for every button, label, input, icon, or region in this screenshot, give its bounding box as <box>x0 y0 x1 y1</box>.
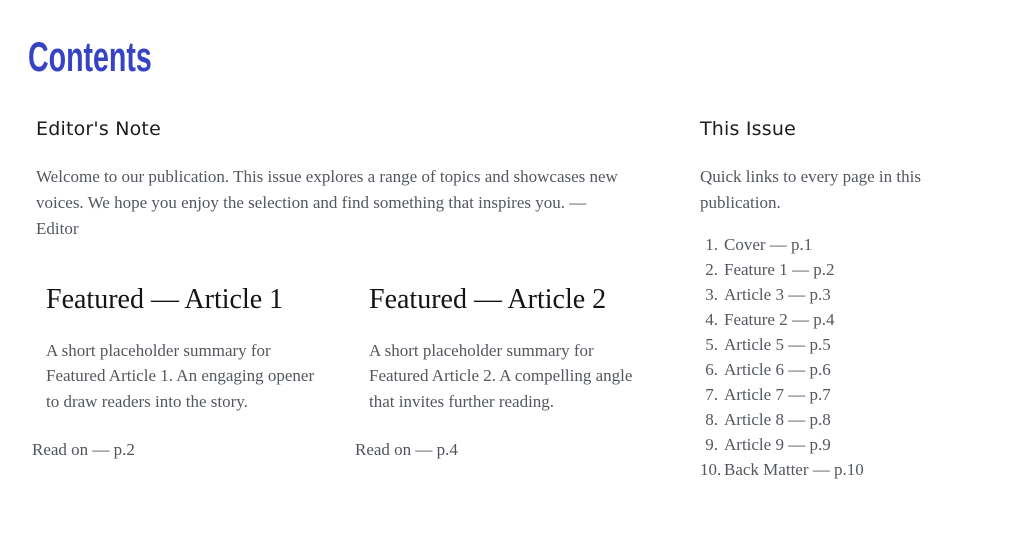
issue-link-label: Article 3 — p.3 <box>724 284 831 304</box>
editor-note-section <box>32 118 664 242</box>
page-title: Contents <box>28 33 152 80</box>
this-issue-section <box>700 118 952 482</box>
issue-link-label: Article 9 — p.9 <box>724 434 831 454</box>
issue-link-number: 9. <box>705 434 718 454</box>
issue-link-label: Back Matter — p.10 <box>724 459 864 479</box>
issue-link-number: 3. <box>705 284 718 304</box>
issue-link-label: Cover — p.1 <box>724 234 813 254</box>
issue-link-number: 4. <box>705 309 718 329</box>
issue-link-number: 2. <box>705 259 718 279</box>
issue-link-article-9[interactable] <box>700 432 952 457</box>
main-content <box>0 118 1024 482</box>
issue-links-list <box>700 232 952 482</box>
featured-article-2-title: Featured — Article 2 <box>369 283 607 315</box>
issue-link-article-3[interactable] <box>700 282 952 307</box>
issue-link-label: Feature 2 — p.4 <box>724 309 835 329</box>
issue-link-back-matter[interactable] <box>700 457 952 482</box>
featured-article-1-card <box>32 284 339 461</box>
editor-note-heading: Editor's Note <box>36 118 161 140</box>
this-issue-intro: Quick links to every page in this publication. <box>700 166 921 212</box>
issue-link-number: 7. <box>705 384 718 404</box>
issue-link-cover[interactable] <box>700 232 952 257</box>
featured-article-2-card <box>355 284 662 461</box>
issue-link-article-7[interactable] <box>700 382 952 407</box>
featured-article-2-read-on-link[interactable]: Read on — p.4 <box>355 440 458 460</box>
left-column <box>32 118 664 482</box>
issue-link-label: Article 7 — p.7 <box>724 384 831 404</box>
featured-article-2-summary: A short placeholder summary for Featured Article 2. A compelling angle that invites further reading. <box>369 340 633 411</box>
issue-link-number: 5. <box>705 334 718 354</box>
issue-link-number: 1. <box>705 234 718 254</box>
editor-note-body: Welcome to our publication. This issue explores a range of topics and showcases new voices. We hope you enjoy the selection and find something that inspires you. — Editor <box>36 166 618 238</box>
issue-link-feature-1[interactable] <box>700 257 952 282</box>
issue-link-article-8[interactable] <box>700 407 952 432</box>
featured-article-1-read-on-link[interactable]: Read on — p.2 <box>32 440 135 460</box>
issue-link-article-5[interactable] <box>700 332 952 357</box>
featured-article-1-title: Featured — Article 1 <box>46 283 284 315</box>
issue-link-feature-2[interactable] <box>700 307 952 332</box>
issue-link-label: Article 5 — p.5 <box>724 334 831 354</box>
issue-link-label: Article 6 — p.6 <box>724 359 831 379</box>
issue-link-label: Article 8 — p.8 <box>724 409 831 429</box>
this-issue-heading: This Issue <box>700 118 796 140</box>
issue-link-number: 6. <box>705 359 718 379</box>
issue-link-article-6[interactable] <box>700 357 952 382</box>
issue-link-number: 8. <box>705 409 718 429</box>
featured-article-1-summary: A short placeholder summary for Featured Article 1. An engaging opener to draw readers into the story. <box>46 340 315 411</box>
featured-articles-grid <box>32 284 664 461</box>
contents-page <box>0 33 1024 545</box>
right-column <box>700 118 952 482</box>
issue-link-number: 10. <box>700 459 722 479</box>
issue-link-label: Feature 1 — p.2 <box>724 259 835 279</box>
